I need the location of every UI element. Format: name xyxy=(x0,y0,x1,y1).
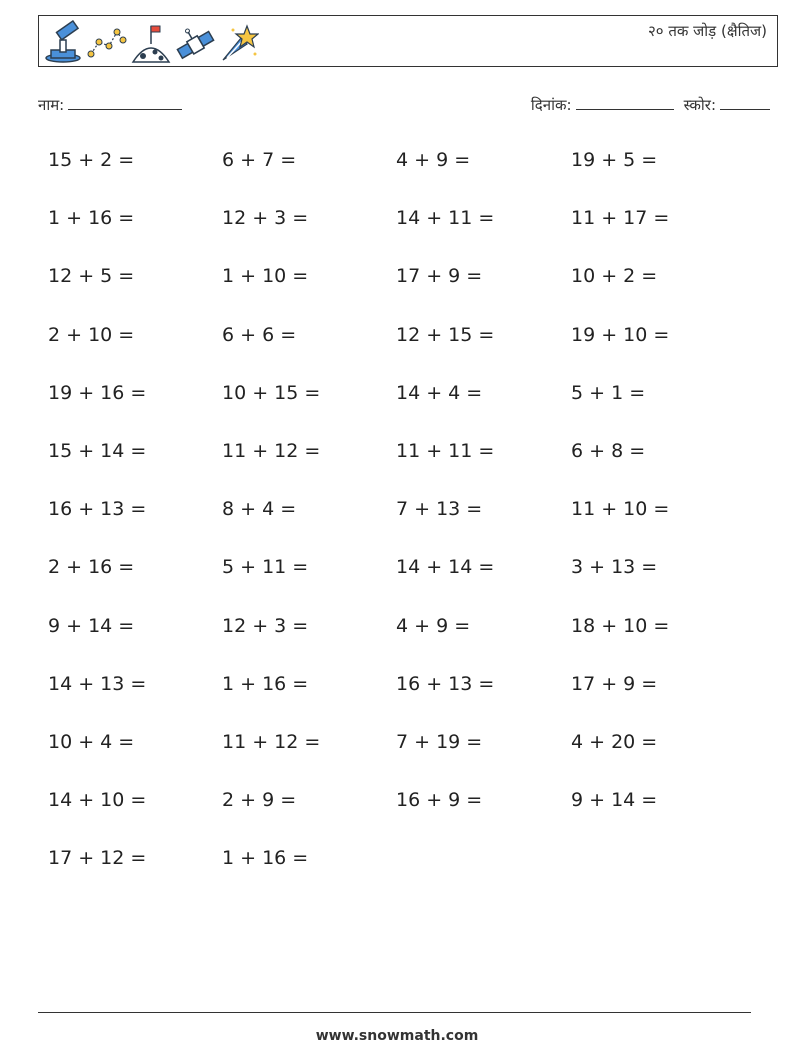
problem: 8 + 4 = xyxy=(222,498,297,521)
problem: 19 + 10 = xyxy=(571,323,670,346)
shooting-star-icon xyxy=(219,20,259,64)
problem: 11 + 12 = xyxy=(222,439,321,462)
date-score-fields xyxy=(531,95,770,115)
problem: 3 + 13 = xyxy=(571,556,658,579)
problem: 11 + 12 = xyxy=(222,730,321,753)
problem: 17 + 9 = xyxy=(571,672,658,695)
problem: 6 + 6 = xyxy=(222,323,297,346)
problem: 7 + 13 = xyxy=(396,498,483,521)
problem: 12 + 3 = xyxy=(222,614,309,637)
problem: 10 + 2 = xyxy=(571,265,658,288)
problem: 11 + 17 = xyxy=(571,207,670,230)
problem: 16 + 9 = xyxy=(396,789,483,812)
name-field xyxy=(38,95,182,115)
problem: 1 + 16 = xyxy=(48,207,135,230)
telescope-icon xyxy=(43,20,83,64)
problem: 1 + 16 = xyxy=(222,672,309,695)
problem: 12 + 3 = xyxy=(222,207,309,230)
problem: 14 + 14 = xyxy=(396,556,495,579)
date-field xyxy=(531,95,674,115)
problem: 10 + 4 = xyxy=(48,730,135,753)
problem: 6 + 7 = xyxy=(222,149,297,171)
problem: 17 + 9 = xyxy=(396,265,483,288)
problem: 9 + 14 = xyxy=(571,789,658,812)
name-blank[interactable] xyxy=(68,95,182,110)
satellite-icon xyxy=(175,20,215,64)
problem: 1 + 16 = xyxy=(222,847,309,870)
constellation-icon xyxy=(87,20,127,64)
problem: 19 + 16 = xyxy=(48,381,147,404)
problem: 10 + 15 = xyxy=(222,381,321,404)
date-blank[interactable] xyxy=(576,95,674,110)
problem: 11 + 11 = xyxy=(396,439,495,462)
problem: 18 + 10 = xyxy=(571,614,670,637)
problem: 14 + 4 = xyxy=(396,381,483,404)
problem: 15 + 2 = xyxy=(48,149,135,171)
problem: 4 + 9 = xyxy=(396,614,471,637)
problem: 5 + 1 = xyxy=(571,381,646,404)
problem: 16 + 13 = xyxy=(396,672,495,695)
header-box xyxy=(38,15,778,67)
problem-grid xyxy=(48,143,746,899)
moon-flag-icon xyxy=(131,20,171,64)
problem: 6 + 8 = xyxy=(571,439,646,462)
score-field xyxy=(684,95,770,115)
empty-cell xyxy=(571,841,746,899)
date-label: दिनांक: xyxy=(530,96,572,114)
problem: 14 + 13 = xyxy=(48,672,147,695)
problem: 9 + 14 = xyxy=(48,614,135,637)
problem: 16 + 13 = xyxy=(48,498,147,521)
problem: 14 + 11 = xyxy=(396,207,495,230)
footer-divider xyxy=(38,1012,751,1013)
footer-url: www.snowmath.com xyxy=(315,1028,479,1044)
problem: 15 + 14 = xyxy=(48,439,147,462)
problem: 1 + 10 = xyxy=(222,265,309,288)
empty-cell xyxy=(396,841,571,899)
problem: 2 + 9 = xyxy=(222,789,297,812)
header-icons xyxy=(43,20,259,64)
problem: 2 + 10 = xyxy=(48,323,135,346)
problem: 4 + 20 = xyxy=(571,730,658,753)
name-label: नाम: xyxy=(38,96,65,114)
problem: 7 + 19 = xyxy=(396,730,483,753)
problem: 17 + 12 = xyxy=(48,847,147,870)
problem: 4 + 9 = xyxy=(396,149,471,171)
problem: 12 + 15 = xyxy=(396,323,495,346)
problem: 2 + 16 = xyxy=(48,556,135,579)
score-label: स्कोर: xyxy=(683,96,716,114)
problem: 12 + 5 = xyxy=(48,265,135,288)
page-title: २० तक जोड़ (क्षैतिज) xyxy=(647,22,767,40)
problem: 11 + 10 = xyxy=(571,498,670,521)
problem: 5 + 11 = xyxy=(222,556,309,579)
problem: 14 + 10 = xyxy=(48,789,147,812)
score-blank[interactable] xyxy=(720,95,770,110)
problem: 19 + 5 = xyxy=(571,149,658,171)
